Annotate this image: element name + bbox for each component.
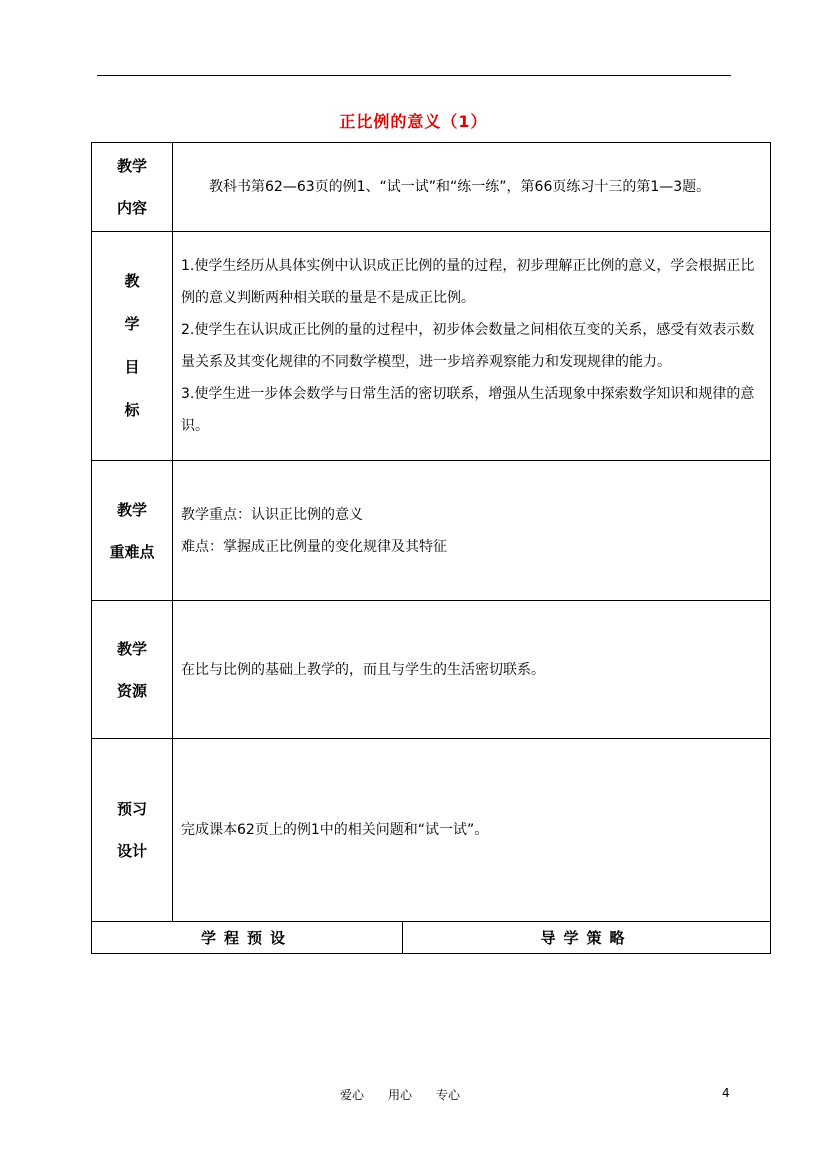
lesson-plan-table (91, 142, 771, 954)
page-number: 4 (722, 1086, 730, 1100)
label-line: 教学 (116, 500, 147, 519)
cell-teaching-content (173, 143, 771, 232)
label-line: 内容 (116, 199, 147, 217)
label-line: 预习 (116, 800, 147, 818)
label-line: 设计 (116, 842, 147, 860)
label-char: 学 (124, 315, 140, 333)
footer-slogan: 爱心 用心 专心 (340, 1088, 461, 1102)
label-teaching-resources (92, 601, 173, 739)
label-line: 教学 (116, 639, 147, 658)
row-teaching-content (92, 143, 771, 232)
label-char: 标 (124, 401, 140, 419)
key-point-line: 难点：掌握成正比例量的变化规律及其特征 (181, 538, 447, 555)
objective-item: 1.使学生经历从具体实例中认识成正比例的量的过程，初步理解正比例的意义，学会根据正比例的意义判断两种相关联的量是不是成正比例。 (181, 258, 755, 306)
row-teaching-objectives (92, 232, 771, 461)
objective-item: 3.使学生进一步体会数学与日常生活的密切联系，增强从生活现象中探索数学知识和规律的意识。 (181, 386, 755, 434)
label-teaching-objectives (92, 232, 173, 461)
row-process-headers (92, 922, 771, 954)
row-teaching-resources (92, 601, 771, 739)
header-guidance-strategy: 导学策略 (403, 922, 771, 954)
label-char: 教 (124, 272, 140, 290)
cell-preview-design (173, 739, 771, 922)
resources-text: 在比与比例的基础上教学的，而且与学生的生活密切联系。 (181, 661, 545, 678)
label-teaching-content (92, 143, 173, 232)
cell-teaching-resources (173, 601, 771, 739)
objective-item: 2.使学生在认识成正比例的量的过程中，初步体会数量之间相依互变的关系，感受有效表示数量关系及其变化规律的不同数学模型，进一步培养观察能力和发现规律的能力。 (181, 322, 755, 370)
row-key-points (92, 461, 771, 601)
page-title: 正比例的意义（1） (339, 112, 488, 131)
row-preview-design (92, 739, 771, 922)
cell-key-points (173, 461, 771, 601)
label-line: 资源 (116, 681, 147, 700)
label-key-points (92, 461, 173, 601)
header-learning-process: 学程预设 (92, 922, 403, 954)
key-point-line: 教学重点：认识正比例的意义 (181, 506, 363, 523)
label-char: 目 (124, 358, 140, 376)
label-preview-design (92, 739, 173, 922)
teaching-content-text: 教科书第62—63页的例1、“试一试”和“练一练”，第66页练习十三的第1—3题。 (209, 179, 711, 195)
label-line: 教学 (116, 157, 147, 175)
preview-text: 完成课本62页上的例1中的相关问题和“试一试”。 (181, 822, 489, 838)
label-line: 重难点 (109, 542, 155, 561)
header-rule (97, 75, 731, 76)
cell-teaching-objectives (173, 232, 771, 461)
